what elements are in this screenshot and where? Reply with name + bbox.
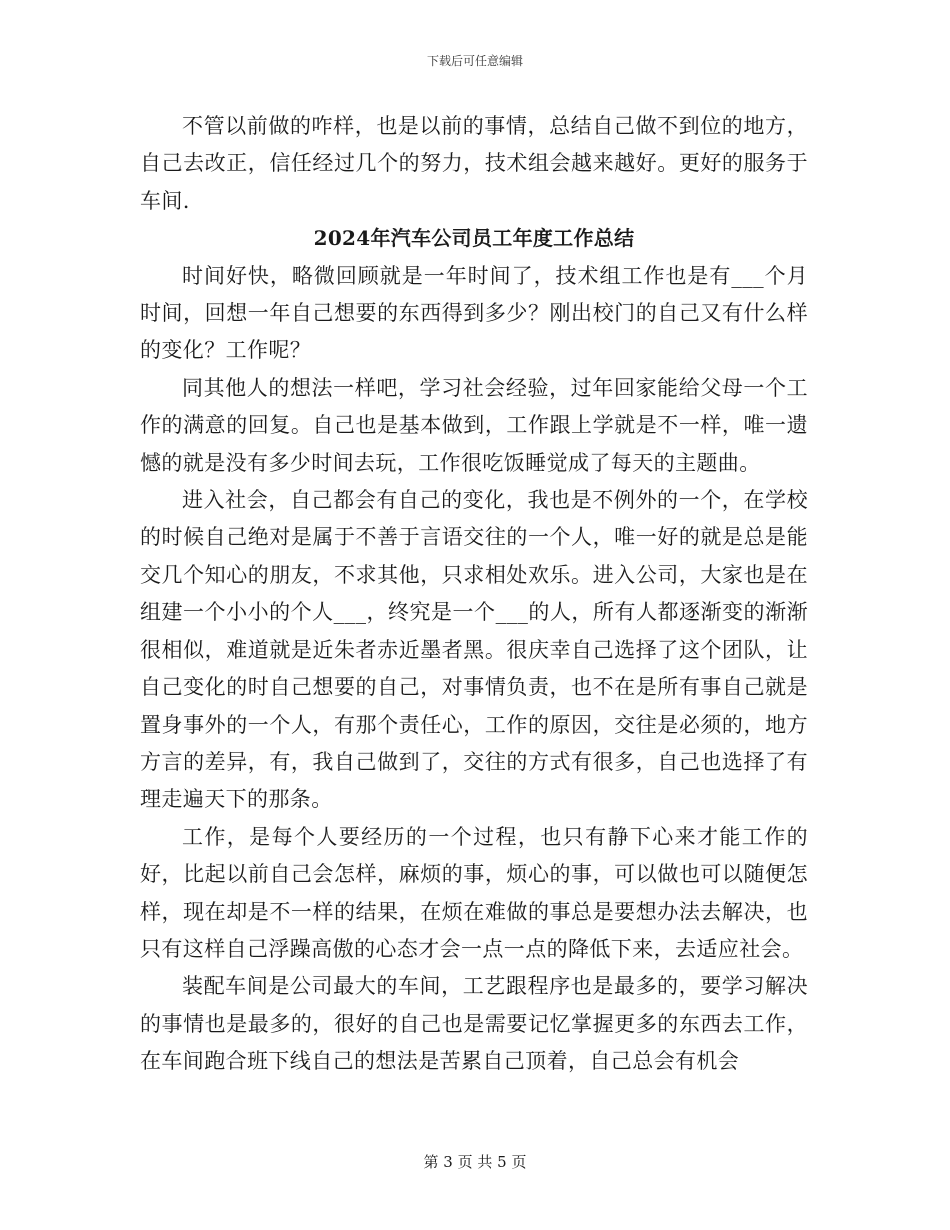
page-footer: 第 3 页 共 5 页: [423, 1153, 527, 1171]
document-body: [140, 108, 808, 1081]
paragraph-intro: 不管以前做的咋样，也是以前的事情，总结自己做不到位的地方，自己去改正，信任经过几个的努力，技术组会越来越好。更好的服务于车间.: [140, 114, 808, 213]
paragraph-1: 时间好快，略微回顾就是一年时间了，技术组工作也是有___个月时间，回想一年自己想要的东西得到多少？刚出校门的自己又有什么样的变化？工作呢？: [140, 263, 808, 363]
paragraph-3: 进入社会，自己都会有自己的变化，我也是不例外的一个，在学校的时候自己绝对是属于不善于言语交往的一个人，唯一好的就是总是能交几个知心的朋友，不求其他，只求相处欢乐。进入公司，大家也是在组建一个小小的个人___，终究是一个___的人，所有人都逐渐变的渐渐很相似，难道就是近朱者赤近墨者黑。很庆幸自己选择了这个团队，让自己变化的时自己想要的自己，对事情负责，也不在是所有事自己就是置身事外的一个人，有那个责任心，工作的原因，交往是必须的，地方方言的差异，有，我自己做到了，交往的方式有很多，自己也选择了有理走遍天下的那条。: [140, 488, 808, 812]
paragraph-2: 同其他人的想法一样吧，学习社会经验，过年回家能给父母一个工作的满意的回复。自己也是基本做到，工作跟上学就是不一样，唯一遗憾的就是没有多少时间去玩，工作很吃饭睡觉成了每天的主题曲。: [140, 375, 808, 475]
page-header: 下载后可任意编辑: [426, 54, 523, 68]
document-title: 2024年汽车公司员工年度工作总结: [313, 226, 635, 251]
paragraph-5: 装配车间是公司最大的车间，工艺跟程序也是最多的，要学习解决的事情也是最多的，很好的自己也是需要记忆掌握更多的东西去工作，在车间跑合班下线自己的想法是苦累自己顶着，自己总会有机会: [140, 974, 808, 1074]
paragraph-4: 工作，是每个人要经历的一个过程，也只有静下心来才能工作的好，比起以前自己会怎样，麻烦的事，烦心的事，可以做也可以随便怎样，现在却是不一样的结果，在烦在难做的事总是要想办法去解决，也只有这样自己浮躁高傲的心态才会一点一点的降低下来，去适应社会。: [140, 824, 808, 961]
